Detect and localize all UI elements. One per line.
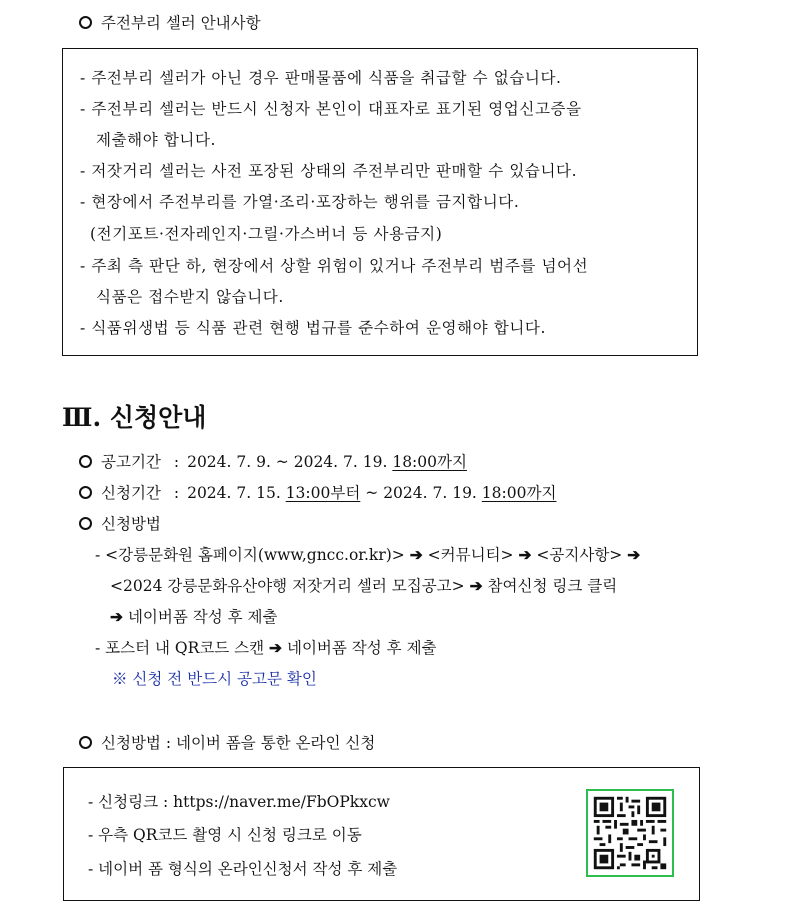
notice-item: - 주전부리 셀러는 반드시 신청자 본인이 대표자로 표기된 영업신고증을 <box>80 100 582 118</box>
method-heading: 신청방법 <box>79 512 161 534</box>
online-link-line[interactable]: - 신청링크 : https://naver.me/FbOPkxcw <box>88 793 390 811</box>
arrow-right-icon: ➔ <box>469 576 483 595</box>
circle-bullet-icon <box>79 517 92 530</box>
method-path-line-3: ➔ 네이버폼 작성 후 제출 <box>110 607 278 626</box>
circle-bullet-icon <box>79 736 92 749</box>
apply-period-end-time: 18:00까지 <box>481 484 557 502</box>
notice-item: - 현장에서 주전부리를 가열·조리·포장하는 행위를 금지합니다. <box>80 193 520 211</box>
arrow-right-icon: ➔ <box>269 638 283 657</box>
circle-bullet-icon <box>79 16 92 29</box>
qr-code-icon[interactable] <box>586 789 674 877</box>
arrow-right-icon: ➔ <box>627 545 641 564</box>
method-note: ※ 신청 전 반드시 공고문 확인 <box>112 670 317 688</box>
arrow-right-icon: ➔ <box>409 545 423 564</box>
online-qr-line: - 우측 QR코드 촬영 시 신청 링크로 이동 <box>88 826 362 844</box>
online-form-line: - 네이버 폼 형식의 온라인신청서 작성 후 제출 <box>88 860 398 878</box>
apply-period: 신청기간 : 2024. 7. 15. 13:00부터 ~ 2024. 7. 19. 18:00까지 <box>79 481 556 503</box>
method-path-line-2: <2024 강릉문화유산야행 저잣거리 셀러 모집공고> ➔ 참여신청 링크 클릭 <box>110 576 618 595</box>
notice-heading: 주전부리 셀러 안내사항 <box>79 11 261 33</box>
arrow-right-icon: ➔ <box>518 545 532 564</box>
notice-item: 식품은 접수받지 않습니다. <box>96 288 284 306</box>
notice-period: 공고기간 : 2024. 7. 9. ~ 2024. 7. 19. 18:00까지 <box>79 450 467 472</box>
arrow-right-icon: ➔ <box>110 607 123 626</box>
notice-item: - 저잣거리 셀러는 사전 포장된 상태의 주전부리만 판매할 수 있습니다. <box>80 162 578 180</box>
circle-bullet-icon <box>79 486 92 499</box>
notice-item: - 주최 측 판단 하, 현장에서 상할 위험이 있거나 주전부리 범주를 넘어선 <box>80 257 589 275</box>
notice-item: 제출해야 합니다. <box>96 131 217 149</box>
notice-period-end-time: 18:00까지 <box>392 453 467 471</box>
notice-item: (전기포트·전자레인지·그릴·가스버너 등 사용금지) <box>90 225 443 243</box>
notice-item: - 식품위생법 등 식품 관련 현행 법규를 준수하여 운영해야 합니다. <box>80 319 547 337</box>
section-title: Ⅲ. 신청안내 <box>62 403 207 432</box>
method-poster-line: - 포스터 내 QR코드 스캔 ➔ 네이버폼 작성 후 제출 <box>95 638 437 657</box>
online-method-heading: 신청방법 : 네이버 폼을 통한 온라인 신청 <box>79 731 375 753</box>
qr-code-graphic <box>588 791 672 875</box>
method-path-line-1: - <강릉문화원 홈페이지(www,gncc.or.kr)> ➔ <커뮤니티> ➔ <공지사항> ➔ <box>95 545 641 564</box>
circle-bullet-icon <box>79 455 92 468</box>
apply-period-start-time: 13:00부터 <box>285 484 361 502</box>
notice-item: - 주전부리 셀러가 아닌 경우 판매물품에 식품을 취급할 수 없습니다. <box>80 69 562 87</box>
